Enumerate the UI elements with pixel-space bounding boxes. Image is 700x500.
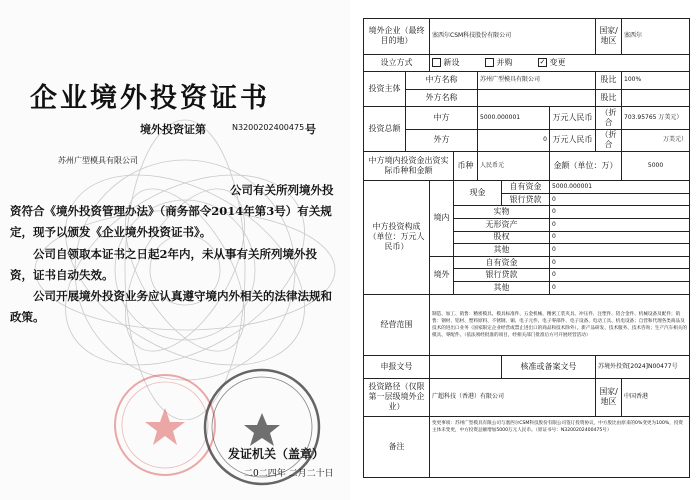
method-label: 设立方式 [364, 54, 430, 71]
overseas-other-label: 其他 [454, 282, 550, 295]
scope-value: 制造、加工、销售：精密模具、模具标准件、五金机械、精密工装夹具、冲压件、注塑件、铝合金件、机械设备及配件；销售：钢材、铝材、塑料原料、不锈钢、铜、电子元件、电子零部件、电子设备、电动工具、机电设备；自营和代理各类商品及技术的进出口业务（国家限定企业经营或禁止进出口的商品和技术除外）。新产品研发、技术服务、技术咨询；生产汽车相关的模具、零配件。（依法须经批准的项目，经相关部门批准后方可开展经营活动） [430, 294, 690, 355]
certificate-title: 企业境外投资证书 [30, 83, 270, 114]
form-row-company [364, 19, 690, 55]
composition-label: 中方投资构成（单位：万元人民币） [364, 181, 430, 295]
own-funds-label: 自有资金 [502, 181, 550, 194]
overseas-other-value: 0 [550, 282, 690, 295]
method-options [430, 54, 690, 71]
total-label: 投资总额 [364, 107, 406, 151]
total-foreign-unit: 万元人民币 [550, 129, 596, 151]
overseas-company-label: 境外企业（最终目的地） [364, 19, 430, 55]
outflow-amount-label: 金额（单位：万） [550, 151, 622, 180]
certificate-paragraph-1: 公司有关所列境外投资符合《境外投资管理办法》（商务部令2014年第3号）有关规定，现予以颁发《企业境外投资证书》。 [10, 183, 334, 239]
form-row-scope [364, 294, 690, 355]
path-country-label: 国家/地区 [596, 378, 622, 416]
form-row-cash-own [364, 181, 690, 194]
currency-value: 人民币元 [478, 151, 550, 180]
other-label: 其他 [454, 244, 550, 257]
foreign-name-label: 外方名称 [406, 89, 478, 107]
form-row-foreign-investor [364, 89, 690, 107]
path-country-value: 中国香港 [622, 378, 690, 416]
overseas-company-value: 塞西尔CSM科技股份有限公司 [430, 19, 596, 55]
intangible-label: 无形资产 [454, 218, 550, 231]
equity-value: 0 [550, 231, 690, 244]
form-row-filing [364, 355, 690, 378]
overseas-own-funds-value: 0 [550, 256, 690, 269]
cert-number: N3200202400475 [232, 123, 305, 132]
form-row-cn-investor [364, 71, 690, 89]
total-foreign-amount: 0 [478, 129, 550, 151]
certificate-paragraph-3: 公司开展境外投资业务应认真遵守境内外相关的法律法规和政策。 [10, 289, 332, 324]
filing-value [430, 355, 502, 378]
investor-label: 投资主体 [364, 71, 406, 107]
in-kind-label: 实物 [454, 206, 550, 219]
issue-date: 二0二四年 二月二十日 [244, 469, 334, 479]
certificate-paragraph-2: 公司自领取本证书之日起2年内，未从事有关所列境外投资，证书自动失效。 [10, 247, 317, 282]
overseas-label: 境外 [430, 256, 454, 294]
foreign-name-value [478, 89, 596, 107]
total-foreign-label: 外方 [406, 129, 478, 151]
outflow-label: 中方境内投资金出资实际币种和金额 [364, 151, 454, 180]
path-label: 投资路径（仅限第一层级境外企业） [364, 378, 430, 416]
total-cn-usd-unit: 万美元） [658, 113, 683, 121]
form-row-path [364, 378, 690, 416]
equity-label: 股权 [454, 231, 550, 244]
form-row-total-cn [364, 107, 690, 129]
method-new-checkbox[interactable]: 新设 [432, 58, 460, 67]
outflow-amount-value: 5000 [622, 151, 690, 180]
other-value: 0 [550, 244, 690, 257]
remarks-value: 变更事项：苏州广型模具有限公司与塞西尔CSM科技股份有限公司签订投资协议，中方股比由原来的0%变更为100%，投资主体未变更，中方投资总额增加5000万元人民币。（原证书号：N3200202400475号） [430, 416, 690, 477]
total-cn-amount: 5000.000001 [478, 107, 550, 129]
foreign-share-label: 股比 [596, 89, 622, 107]
method-merger-checkbox[interactable]: 并购 [485, 58, 513, 67]
country-label: 国家/地区 [596, 19, 622, 55]
own-funds-value: 5000.000001 [550, 181, 690, 194]
company-name: 苏州广型模具有限公司 [58, 156, 138, 165]
path-company-value: 广超科技（香港）有限公司 [430, 378, 596, 416]
cn-name-value: 苏州广型模具有限公司 [478, 71, 596, 89]
in-kind-value: 0 [550, 206, 690, 219]
bank-loan-value: 0 [550, 193, 690, 206]
currency-label: 币种 [454, 151, 478, 180]
total-cn-label: 中方 [406, 107, 478, 129]
form-row-remarks [364, 416, 690, 477]
intangible-value: 0 [550, 218, 690, 231]
form-row-total-foreign [364, 129, 690, 151]
overseas-own-funds-label: 自有资金 [454, 256, 550, 269]
total-cn-convert-label: （折合 [596, 107, 622, 129]
total-cn-unit: 万元人民币 [550, 107, 596, 129]
remarks-label: 备注 [364, 416, 430, 477]
bank-loan-label: 银行贷款 [502, 193, 550, 206]
cn-share-label: 股比 [596, 71, 622, 89]
cert-number-suffix: 号 [305, 123, 316, 136]
investment-details-form [363, 18, 689, 478]
overseas-bank-loan-value: 0 [550, 269, 690, 282]
approval-label: 核准或备案文号 [502, 355, 596, 378]
country-value: 塞西尔 [622, 19, 690, 55]
scope-label: 经营范围 [364, 294, 430, 355]
total-foreign-usd-unit: 万美元） [663, 136, 688, 144]
cn-name-label: 中方名称 [406, 71, 478, 89]
cash-label: 现金 [454, 181, 502, 206]
domestic-label: 境内 [430, 181, 454, 257]
total-foreign-convert-label: （折合 [596, 129, 622, 151]
cn-share-value: 100% [622, 71, 690, 89]
cert-number-label: 境外投资证第 [140, 123, 206, 136]
form-row-method [364, 54, 690, 71]
filing-label: 申报文号 [364, 355, 430, 378]
foreign-share-value [622, 89, 690, 107]
total-cn-usd: 703.95765 [624, 113, 657, 121]
details-table [363, 18, 690, 478]
method-change-checkbox[interactable]: ✓ 变更 [539, 57, 566, 67]
issuing-authority: 发证机关（盖章） [228, 447, 325, 461]
approval-value: 苏境外投资[2024]N00477号 [596, 355, 690, 378]
form-row-outflow [364, 151, 690, 180]
overseas-bank-loan-label: 银行贷款 [454, 269, 550, 282]
